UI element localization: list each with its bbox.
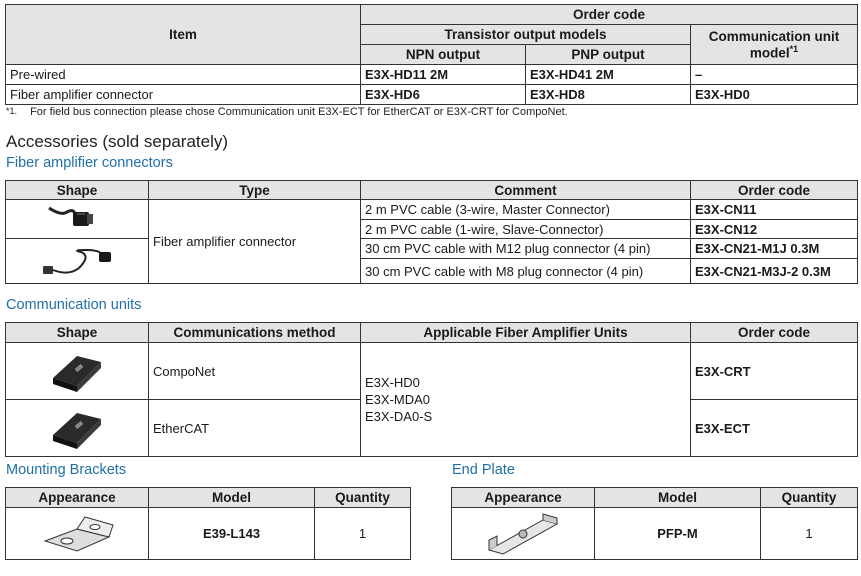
unit-image-cell (6, 400, 149, 457)
type-cell: Fiber amplifier connector (149, 200, 361, 284)
communication-units-table (5, 322, 858, 457)
communication-unit-image (47, 348, 107, 394)
header-shape: Shape (6, 323, 149, 343)
header-item: Item (6, 5, 361, 65)
header-order-code: Order code (361, 5, 858, 25)
header-method: Communications method (149, 323, 361, 343)
header-comm-unit: Communication unit model$^{*1}$ (691, 25, 858, 65)
bracket-image (37, 511, 117, 557)
section-title-communication-units: Communication units (6, 297, 142, 313)
header-model: Model (595, 488, 761, 508)
pnp-cell: E3X-HD8 (526, 85, 691, 105)
cable-image-cell (6, 239, 149, 284)
header-shape: Shape (6, 181, 149, 200)
comm-cell: – (691, 65, 858, 85)
order-code-cell: E3X-CN12 (691, 220, 858, 239)
table-row (6, 239, 858, 259)
end-plate-image-cell (452, 508, 595, 560)
communication-unit-image (47, 405, 107, 451)
comm-cell: E3X-HD0 (691, 85, 858, 105)
order-code-cell: E3X-CN21-M3J-2 0.3M (691, 259, 858, 284)
header-applicable: Applicable Fiber Amplifier Units (361, 323, 691, 343)
end-plate-table (451, 487, 858, 560)
npn-cell: E3X-HD6 (361, 85, 526, 105)
connector-image (47, 202, 107, 236)
order-code-cell: E3X-CRT (691, 343, 858, 400)
table-row (452, 508, 858, 560)
section-title-mounting-brackets: Mounting Brackets (6, 462, 127, 478)
footnote: $^{*1.}$ For field bus connection please chose Communication unit E3X-ECT for EtherCAT or E3X-CRT for CompoNet. (6, 106, 568, 118)
applicable-unit: E3X-HD0 (365, 375, 420, 390)
header-order-code: Order code (691, 181, 858, 200)
end-plate-image (483, 510, 563, 558)
header-transistor: Transistor output models (361, 25, 691, 45)
method-cell: CompoNet (149, 343, 361, 400)
npn-cell: E3X-HD11 2M (361, 65, 526, 85)
item-cell: Fiber amplifier connector (6, 85, 361, 105)
pnp-cell: E3X-HD41 2M (526, 65, 691, 85)
header-npn: NPN output (361, 45, 526, 65)
header-appearance: Appearance (452, 488, 595, 508)
applicable-unit: E3X-MDA0 (365, 392, 431, 407)
applicable-unit: E3X-DA0-S (365, 409, 433, 424)
comment-cell: 2 m PVC cable (1-wire, Slave-Connector) (361, 220, 691, 239)
header-quantity: Quantity (761, 488, 858, 508)
applicable-cell (361, 343, 691, 457)
table-row (6, 200, 858, 220)
header-order-code: Order code (691, 323, 858, 343)
quantity-cell: 1 (315, 508, 411, 560)
item-cell: Pre-wired (6, 65, 361, 85)
accessories-heading: Accessories (sold separately) (6, 132, 229, 151)
order-code-cell: E3X-ECT (691, 400, 858, 457)
header-type: Type (149, 181, 361, 200)
section-title-end-plate: End Plate (452, 462, 515, 478)
order-code-cell: E3X-CN11 (691, 200, 858, 220)
header-model: Model (149, 488, 315, 508)
model-cell: PFP-M (595, 508, 761, 560)
order-table (5, 4, 858, 105)
header-pnp: PNP output (526, 45, 691, 65)
method-cell: EtherCAT (149, 400, 361, 457)
table-row (6, 343, 858, 400)
connector-image-cell (6, 200, 149, 239)
section-title-fiber-connectors: Fiber amplifier connectors (6, 155, 173, 171)
unit-image-cell (6, 343, 149, 400)
table-row (6, 508, 411, 560)
fiber-connectors-table (5, 180, 858, 284)
model-cell: E39-L143 (149, 508, 315, 560)
header-appearance: Appearance (6, 488, 149, 508)
bracket-image-cell (6, 508, 149, 560)
cable-connector-image (39, 242, 115, 280)
order-code-cell: E3X-CN21-M1J 0.3M (691, 239, 858, 259)
header-quantity: Quantity (315, 488, 411, 508)
mounting-brackets-table (5, 487, 411, 560)
quantity-cell: 1 (761, 508, 858, 560)
comment-cell: 30 cm PVC cable with M8 plug connector (4 pin) (361, 259, 691, 284)
comment-cell: 30 cm PVC cable with M12 plug connector (4 pin) (361, 239, 691, 259)
table-row (6, 65, 858, 85)
table-row (6, 85, 858, 105)
header-comment: Comment (361, 181, 691, 200)
comment-cell: 2 m PVC cable (3-wire, Master Connector) (361, 200, 691, 220)
